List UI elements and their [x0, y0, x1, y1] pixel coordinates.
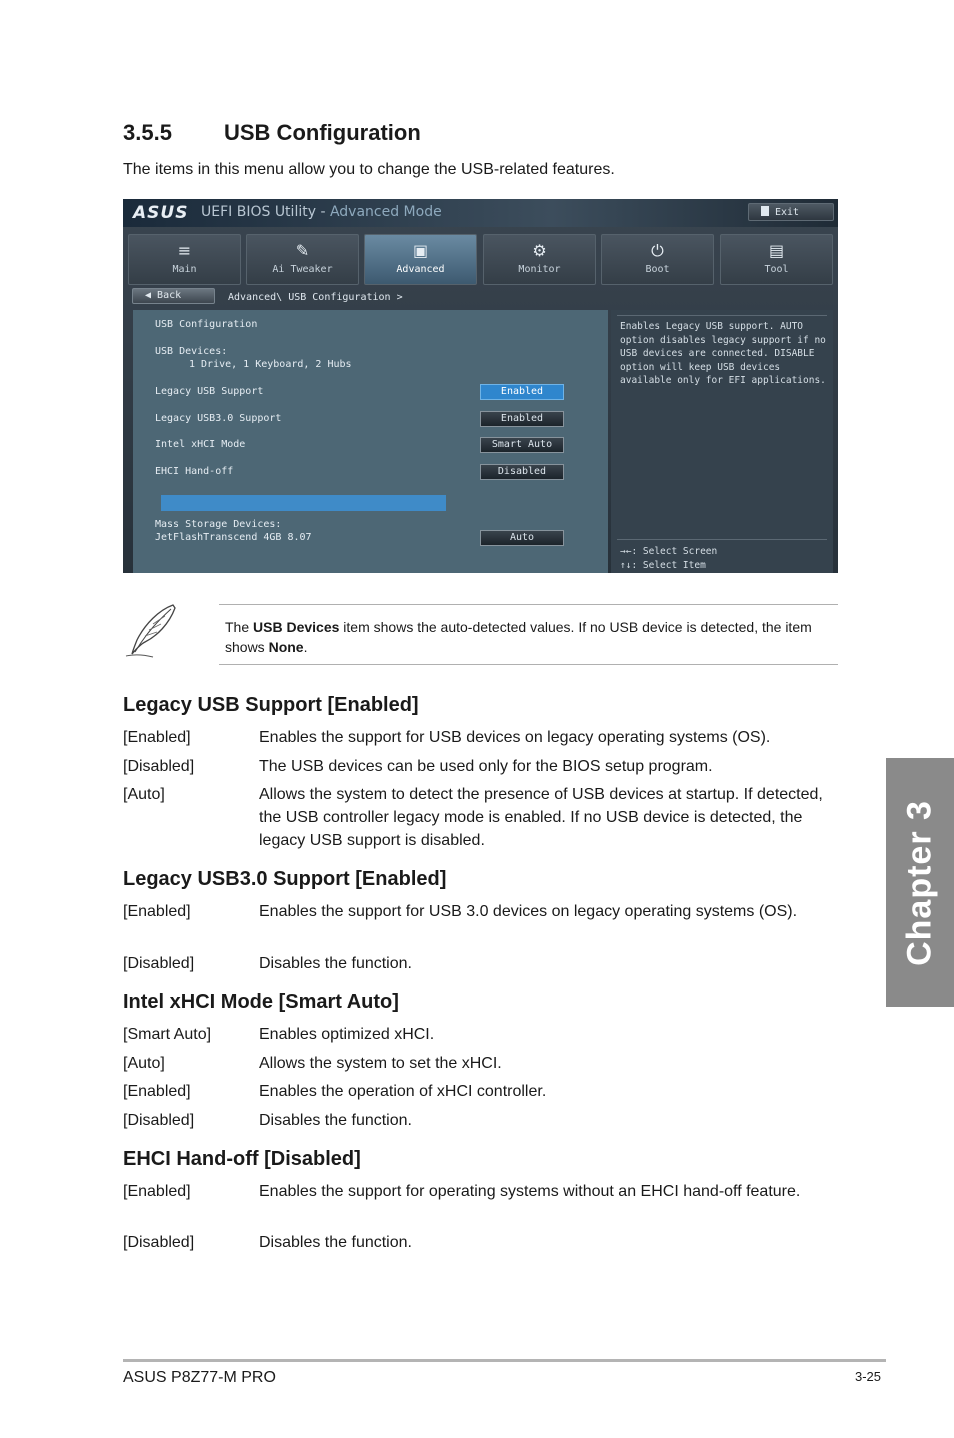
option-description: Enables the support for USB devices on legacy operating systems (OS).	[259, 729, 771, 746]
option-key: [Enabled]	[123, 1183, 191, 1200]
item-legacy-usb-support[interactable]: Legacy USB Support	[155, 386, 264, 397]
bios-title: UEFI BIOS Utility - Advanced Mode	[201, 204, 442, 220]
menu-icon: ≡	[177, 241, 192, 260]
section-intro: The items in this menu allow you to change the USB-related features.	[123, 161, 615, 178]
item-ehci-hand-off[interactable]: EHCI Hand-off	[155, 466, 234, 477]
exit-door-icon	[761, 206, 769, 216]
footer-rule	[123, 1359, 886, 1362]
chapter-tab	[886, 758, 954, 1007]
quill-note-icon	[123, 602, 179, 660]
advanced-icon: ▣	[412, 241, 429, 260]
item-intel-xhci-mode[interactable]: Intel xHCI Mode	[155, 439, 246, 450]
mass-storage-device[interactable]: JetFlashTranscend 4GB 8.07	[155, 532, 312, 543]
tab-ai-tweaker[interactable]: ✎ Ai Tweaker	[246, 234, 359, 285]
section-title: USB Configuration	[224, 120, 421, 145]
option-key: [Disabled]	[123, 1112, 195, 1129]
option-key: [Enabled]	[123, 1083, 191, 1100]
heading-legacy-usb3-support: Legacy USB3.0 Support [Enabled]	[123, 868, 447, 890]
selected-row-highlight	[161, 495, 446, 511]
back-arrow-icon: ◀	[145, 290, 158, 301]
mass-storage-value[interactable]: Auto	[480, 530, 564, 546]
chapter-label: Chapter 3	[900, 799, 939, 966]
option-description: Enables the support for operating systems without an EHCI hand-off feature.	[259, 1183, 801, 1200]
exit-button[interactable]: Exit	[748, 203, 834, 221]
option-description: Enables the operation of xHCI controller.	[259, 1083, 547, 1100]
panel-heading: USB Configuration	[155, 319, 258, 330]
option-description: Enables the support for USB 3.0 devices on legacy operating systems (OS).	[259, 903, 798, 920]
bios-tab-bar	[128, 234, 833, 285]
footer-page-number: 3-25	[855, 1369, 882, 1384]
help-divider	[617, 539, 827, 540]
option-description: Disables the function.	[259, 1112, 412, 1129]
key-hints: →←: Select Screen ↑↓: Select Item	[620, 546, 718, 571]
item-legacy-usb3-support[interactable]: Legacy USB3.0 Support	[155, 413, 282, 424]
tool-icon: ▤	[768, 241, 785, 260]
mass-storage-label: Mass Storage Devices:	[155, 519, 282, 530]
ehci-hand-off-value[interactable]: Disabled	[480, 464, 564, 480]
option-description: Disables the function.	[259, 1234, 412, 1251]
tab-boot[interactable]: ⏻ Boot	[601, 234, 714, 285]
note-rule-top	[219, 604, 838, 605]
option-description: Allows the system to detect the presence of USB devices at startup. If detected, the USB controller legacy mode is enabled. If no USB device is detected, the legacy USB support is disabled.	[259, 786, 823, 849]
option-description: The USB devices can be used only for the BIOS setup program.	[259, 758, 713, 775]
option-key: [Disabled]	[123, 1234, 195, 1251]
heading-legacy-usb-support: Legacy USB Support [Enabled]	[123, 694, 419, 716]
option-key: [Disabled]	[123, 955, 195, 972]
option-description: Allows the system to set the xHCI.	[259, 1055, 502, 1072]
tab-tool[interactable]: ▤ Tool	[720, 234, 833, 285]
option-key: [Disabled]	[123, 758, 195, 775]
usb-devices-label: USB Devices:	[155, 346, 228, 357]
option-description: Disables the function.	[259, 955, 412, 972]
note-text: The USB Devices item shows the auto-detected values. If no USB device is detected, the item shows None.	[225, 619, 812, 655]
help-text: Enables Legacy USB support. AUTO option disables legacy support if no USB devices are connected. DISABLE option will keep USB devices available only for EFI applications.	[620, 321, 826, 386]
settings-panel	[133, 310, 608, 573]
footer-model: ASUS P8Z77-M PRO	[123, 1369, 276, 1386]
asus-logo: ASUS	[133, 203, 189, 223]
monitor-icon: ⚙	[532, 241, 547, 260]
tweaker-icon: ✎	[295, 241, 310, 260]
tab-monitor[interactable]: ⚙ Monitor	[483, 234, 596, 285]
option-key: [Enabled]	[123, 903, 191, 920]
option-key: [Enabled]	[123, 729, 191, 746]
bios-screenshot	[123, 199, 838, 573]
legacy-usb3-support-value[interactable]: Enabled	[480, 411, 564, 427]
help-divider	[617, 315, 827, 316]
option-key: [Auto]	[123, 786, 165, 803]
heading-intel-xhci-mode: Intel xHCI Mode [Smart Auto]	[123, 991, 399, 1013]
section-number: 3.5.5	[123, 120, 172, 145]
breadcrumb: Advanced\ USB Configuration >	[228, 292, 403, 303]
note-rule-bottom	[219, 664, 838, 665]
back-button[interactable]: ◀ Back	[132, 288, 215, 304]
power-icon: ⏻	[651, 241, 664, 260]
usb-devices-value: 1 Drive, 1 Keyboard, 2 Hubs	[189, 359, 352, 370]
option-key: [Auto]	[123, 1055, 165, 1072]
option-description: Enables optimized xHCI.	[259, 1026, 435, 1043]
intel-xhci-mode-value[interactable]: Smart Auto	[480, 437, 564, 453]
option-key: [Smart Auto]	[123, 1026, 212, 1043]
legacy-usb-support-value[interactable]: Enabled	[480, 384, 564, 400]
bios-title-bar	[123, 199, 838, 227]
heading-ehci-hand-off: EHCI Hand-off [Disabled]	[123, 1148, 361, 1170]
tab-advanced[interactable]: ▣ Advanced	[364, 234, 477, 285]
tab-main[interactable]: ≡ Main	[128, 234, 241, 285]
